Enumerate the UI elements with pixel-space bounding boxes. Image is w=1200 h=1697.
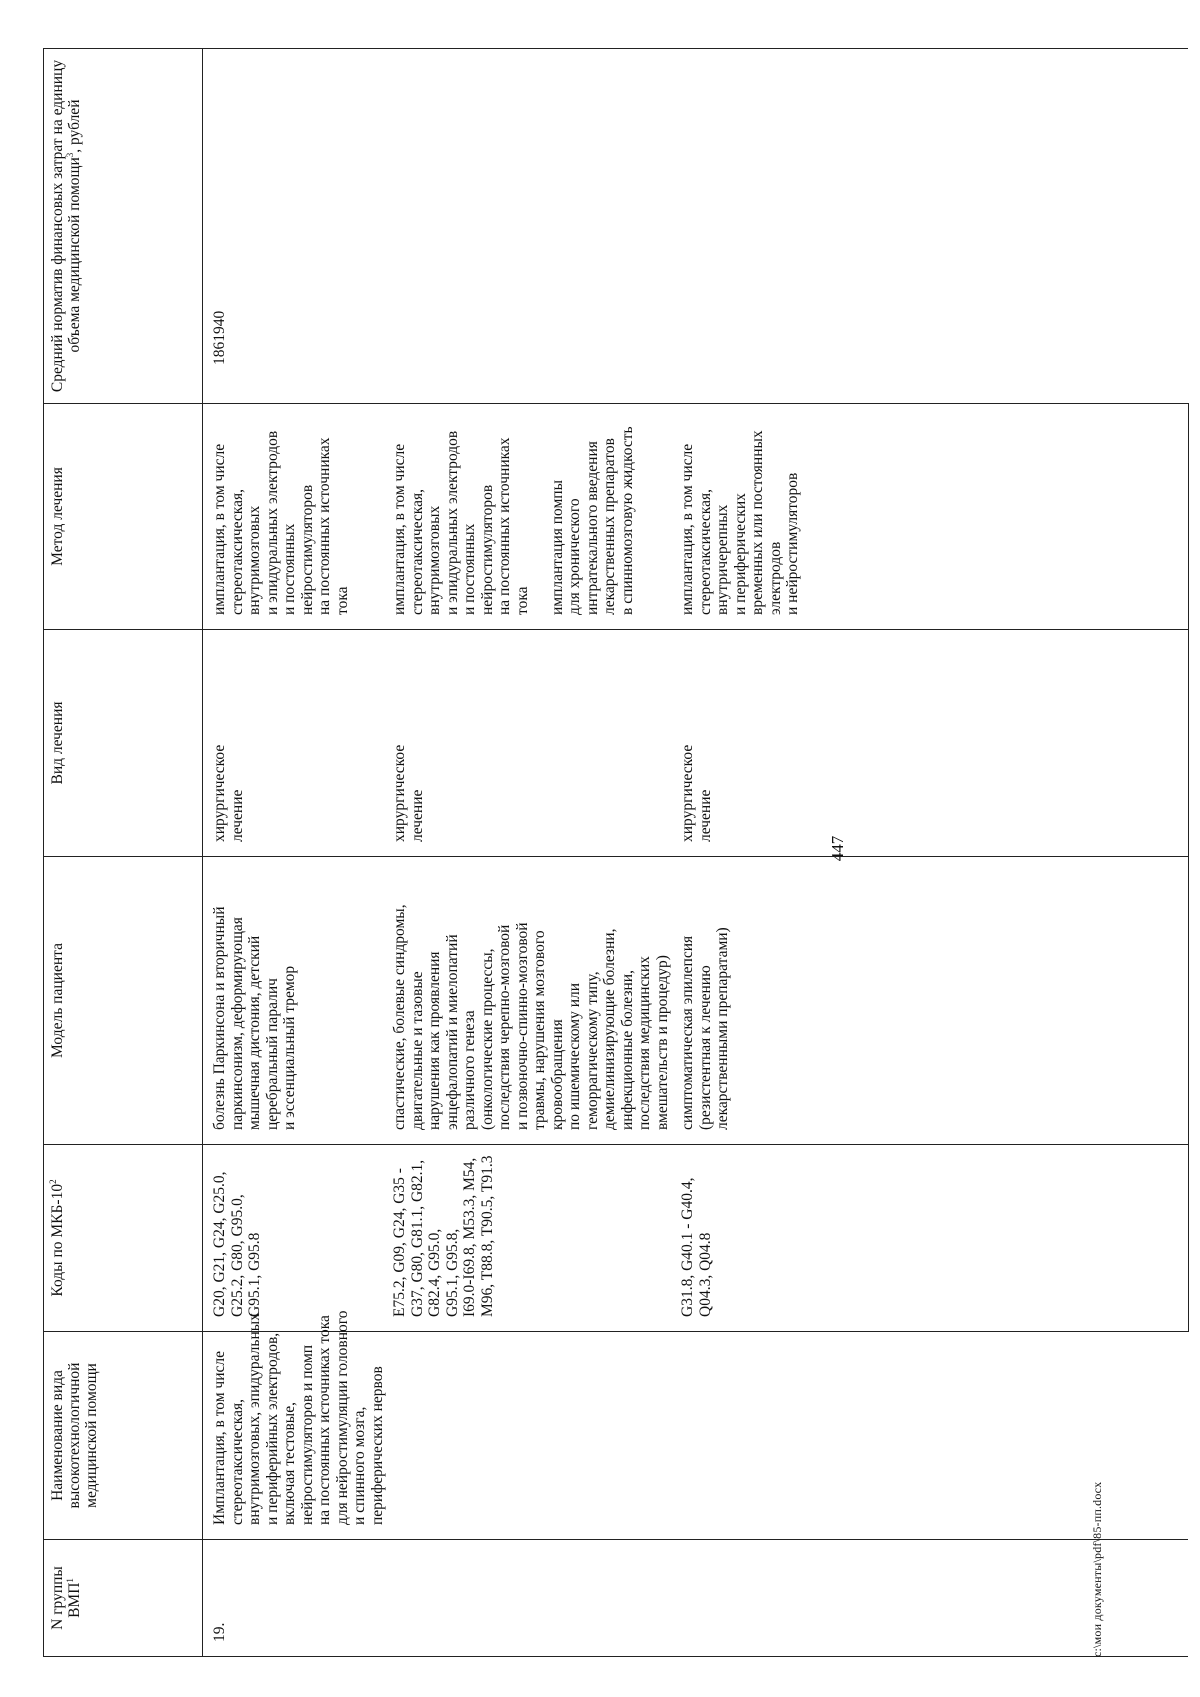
page-number: 447 xyxy=(828,835,847,862)
patient-model-cell: спастические, болевые синдромы, двигательные и тазовые нарушения как проявления энцефалопатий и миелопатий различного генеза (онкологические процессы, последствия черепно-мозговой и позвоночно-спинно-мозговой травмы, нарушения мозгового кровообращения по ишемическому или геморрагическому типу, демиелинизирующие болезни, инфекционные болезни, последствия медицинских вмешательств и процедур) xyxy=(357,857,677,1145)
header-cost-norm: Средний норматив финансовых затрат на единицу объема медицинской помощи$^3$, рублей xyxy=(44,49,203,404)
icd-codes-cell: G20, G21, G24, G25.0, G25.2, G80, G95.0, G95.1, G95.8 xyxy=(203,1145,358,1332)
treatment-method-cell: имплантация, в том числе стереотаксическая, внутричерепных и периферических временных или постоянных электродов и нейростимуляторов xyxy=(677,404,1188,630)
treatment-type-cell: хирургическое лечение xyxy=(677,630,1188,857)
footer-file-path: c:\мои документы\pdf\85-пп.docx xyxy=(1090,1481,1104,1657)
patient-model-cell: болезнь Паркинсона и вторичный паркинсонизм, деформирующая мышечная дистония, детский церебральный паралич и эссенциальный тремор xyxy=(203,857,358,1145)
header-row xyxy=(44,49,203,1657)
header-treatment-method: Метод лечения xyxy=(44,404,203,630)
header-icd-codes: Коды по МКБ-$10^2$ xyxy=(44,1145,203,1332)
treatment-method-cell: имплантация, в том числе стереотаксическая, внутримозговых и эпидуральных электродов и постоянных нейростимуляторов на постоянных источниках тока xyxy=(203,404,358,630)
icd-codes-cell: G31.8, G40.1 - G40.4, Q04.3, Q04.8 xyxy=(677,1145,1188,1332)
vmp-name-cell: Имплантация, в том числе стереотаксическая, внутримозговых, эпидуральных и периферийных электродов, включая тестовые, нейростимуляторов и помп на постоянных источниках тока для нейростимуляции головного и спинного мозга, периферических нервов xyxy=(203,1332,1189,1540)
group-number-cell: 19. xyxy=(203,1540,1189,1657)
treatment-method-cell: имплантация, в том числе стереотаксическая, внутримозговых и эпидуральных электродов и постоянных нейростимуляторов на постоянных источниках тока имплантация помпы для хронического интратекального введения лекарственных препаратов в спинномозговую жидкость xyxy=(357,404,677,630)
header-patient-model: Модель пациента xyxy=(44,857,203,1145)
table-row xyxy=(203,49,358,1657)
header-treatment-type: Вид лечения xyxy=(44,630,203,857)
header-group-number: N группы ВМП$^1$ xyxy=(44,1540,203,1657)
icd-codes-cell: E75.2, G09, G24, G35 - G37, G80, G81.1, G82.1, G82.4, G95.0, G95.1, G95.8, I69.0-I69.8, M53.3, M54, M96, T88.8, T90.5, T91.3 xyxy=(357,1145,677,1332)
header-vmp-name: Наименование вида высокотехнологичной медицинской помощи xyxy=(44,1332,203,1540)
treatment-type-cell: хирургическое лечение xyxy=(357,630,677,857)
treatment-type-cell: хирургическое лечение xyxy=(203,630,358,857)
patient-model-cell: симптоматическая эпилепсия (резистентная к лечению лекарственными препаратами) xyxy=(677,857,1188,1145)
vmp-table xyxy=(43,48,1189,1657)
cost-norm-cell: 1861940 xyxy=(203,49,1189,404)
